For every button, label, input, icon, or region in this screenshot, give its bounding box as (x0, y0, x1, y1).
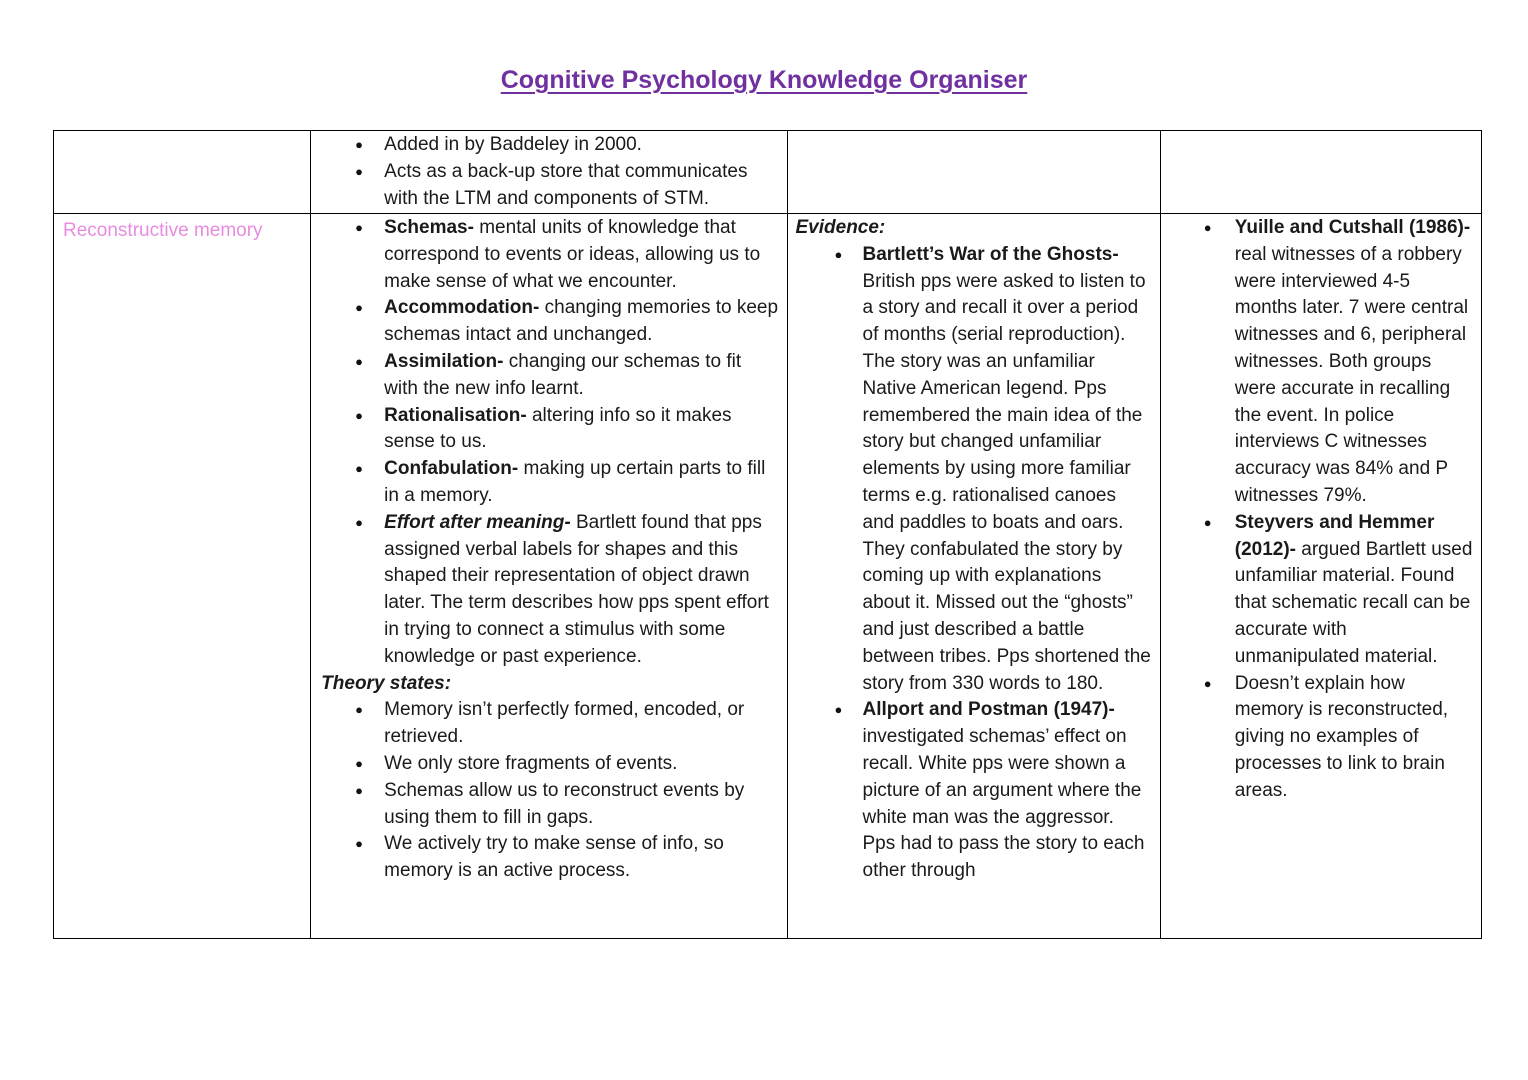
theory-heading: Theory states: (321, 672, 452, 694)
evaluation-cell (1160, 214, 1481, 939)
list-item: ● Rationalisation- altering info so it makes sense to us. (319, 403, 778, 457)
list-item: ● Acts as a back-up store that communicates with the LTM and components of STM. (319, 159, 778, 213)
evidence-cell (787, 214, 1160, 939)
list-item: ● Doesn’t explain how memory is reconstructed, giving no examples of processes to link to brain areas. (1169, 671, 1473, 805)
list-item: ● Added in by Baddeley in 2000. (319, 132, 778, 159)
knowledge-organiser-table (53, 130, 1482, 939)
row1-topic-cell (54, 131, 311, 214)
list-item: ● Schemas- mental units of knowledge that correspond to events or ideas, allowing us to make sense of what we encounter. (319, 215, 778, 295)
list-item: ● Steyvers and Hemmer (2012)- argued Bartlett used unfamiliar material. Found that schematic recall can be accurate with unmanipulated material. (1169, 510, 1473, 671)
table-row (54, 131, 1482, 214)
list-item: ● Accommodation- changing memories to keep schemas intact and unchanged. (319, 295, 778, 349)
evidence-list (796, 242, 1152, 885)
evidence-heading: Evidence: (795, 217, 886, 238)
page-title: Cognitive Psychology Knowledge Organiser (500, 66, 1028, 94)
list-item: ● Effort after meaning- Bartlett found that pps assigned verbal labels for shapes and this shaped their representation of object drawn later. The term describes how pps spent effort in trying to connect a stimulus with some knowledge or past experience. (319, 510, 778, 671)
list-item: ● Memory isn’t perfectly formed, encoded, or retrieved. (319, 697, 778, 751)
row1-evidence-cell (787, 131, 1160, 214)
row1-bullet-list (319, 132, 778, 212)
evaluation-list (1169, 215, 1473, 805)
row1-evaluation-cell (1160, 131, 1481, 214)
list-item: ● We only store fragments of events. (319, 751, 778, 778)
list-item: ● Schemas allow us to reconstruct events by using them to fill in gaps. (319, 778, 778, 832)
list-item: ● Bartlett’s War of the Ghosts- British pps were asked to listen to a story and recall it over a period of months (serial reproduction). The story was an unfamiliar Native American legend. Pps remembered the main idea of the story but changed unfamiliar elements by using more familiar terms e.g. rationalised canoes and paddles to boats and oars. They confabulated the story by coming up with explanations about it. Missed out the “ghosts” and just described a battle between tribes. Pps shortened the story from 330 words to 180. (796, 242, 1152, 698)
key-terms-list (319, 215, 778, 671)
description-cell (311, 214, 787, 939)
list-item: ● Yuille and Cutshall (1986)- real witnesses of a robbery were interviewed 4-5 months later. 7 were central witnesses and 6, peripheral witnesses. Both groups were accurate in recalling the event. In police interviews C witnesses accuracy was 84% and P witnesses 79%. (1169, 215, 1473, 510)
list-item: ● Allport and Postman (1947)- investigated schemas’ effect on recall. White pps were shown a picture of an argument where the white man was the aggressor. Pps had to pass the story to each other through (796, 697, 1152, 885)
row1-description-cell (311, 131, 787, 214)
table-row (54, 214, 1482, 939)
list-item: ● We actively try to make sense of info, so memory is an active process. (319, 831, 778, 885)
theory-list (319, 697, 778, 885)
list-item: ● Confabulation- making up certain parts to fill in a memory. (319, 456, 778, 510)
topic-label: Reconstructive memory (54, 214, 311, 939)
list-item: ● Assimilation- changing our schemas to fit with the new info learnt. (319, 349, 778, 403)
